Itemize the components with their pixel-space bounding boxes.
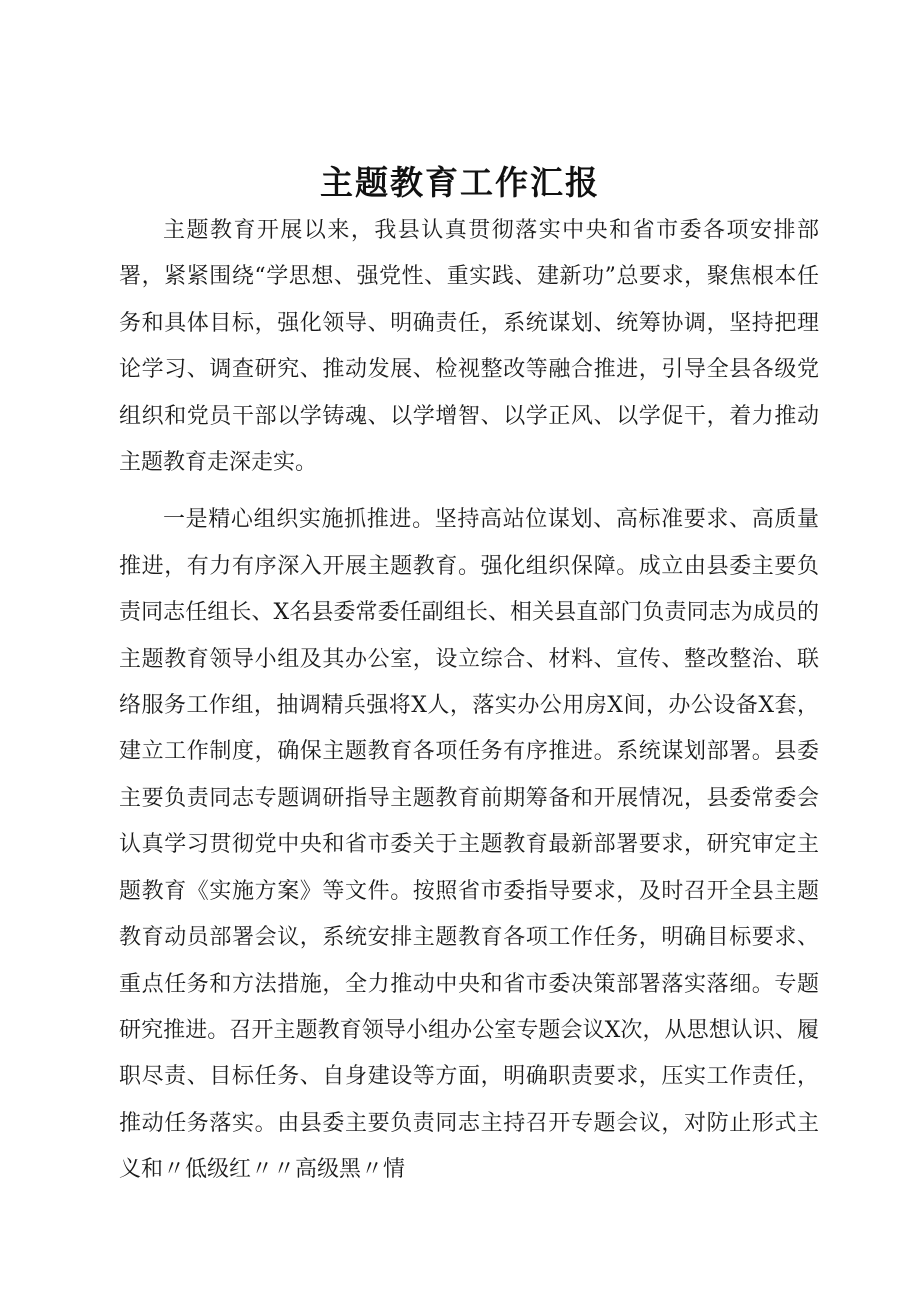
paragraph-organization: 一是精心组织实施抓推进。坚持高站位谋划、高标准要求、高质量推进，有力有序深入开展主题教育。强化组织保障。成立由县委主要负责同志任组长、X名县委常委任副组长、相关县直部门负责同志为成员的主题教育领导小组及其办公室，设立综合、材料、宣传、整改整治、联络服务工作组，抽调精兵强将X人，落实办公用房X间，办公设备X套，建立工作制度，确保主题教育各项任务有序推进。系统谋划部署。县委主要负责同志专题调研指导主题教育前期筹备和开展情况，县委常委会认真学习贯彻党中央和省市委关于主题教育最新部署要求，研究审定主题教育《实施方案》等文件。按照省市委指导要求，及时召开全县主题教育动员部署会议，系统安排主题教育各项工作任务，明确目标要求、重点任务和方法措施，全力推动中央和省市委决策部署落实落细。专题研究推进。召开主题教育领导小组办公室专题会议X次，从思想认识、履职尽责、目标任务、自身建设等方面，明确职责要求，压实工作责任，推动任务落实。由县委主要负责同志主持召开专题会议，对防止形式主义和〃低级红〃〃高级黑〃情 bbox=[119, 507, 819, 1183]
paragraph-intro: 主题教育开展以来，我县认真贯彻落实中央和省市委各项安排部署，紧紧围绕“学思想、强党性、重实践、建新功”总要求，聚焦根本任务和具体目标，强化领导、明确责任，系统谋划、统筹协调，坚持把理论学习、调查研究、推动发展、检视整改等融合推进，引导全县各级党组织和党员干部以学铸魂、以学增智、以学正风、以学促干，着力推动主题教育走深走实。 bbox=[119, 218, 819, 476]
document-body bbox=[119, 208, 819, 1194]
document-title: 主题教育工作汇报 bbox=[320, 163, 600, 202]
